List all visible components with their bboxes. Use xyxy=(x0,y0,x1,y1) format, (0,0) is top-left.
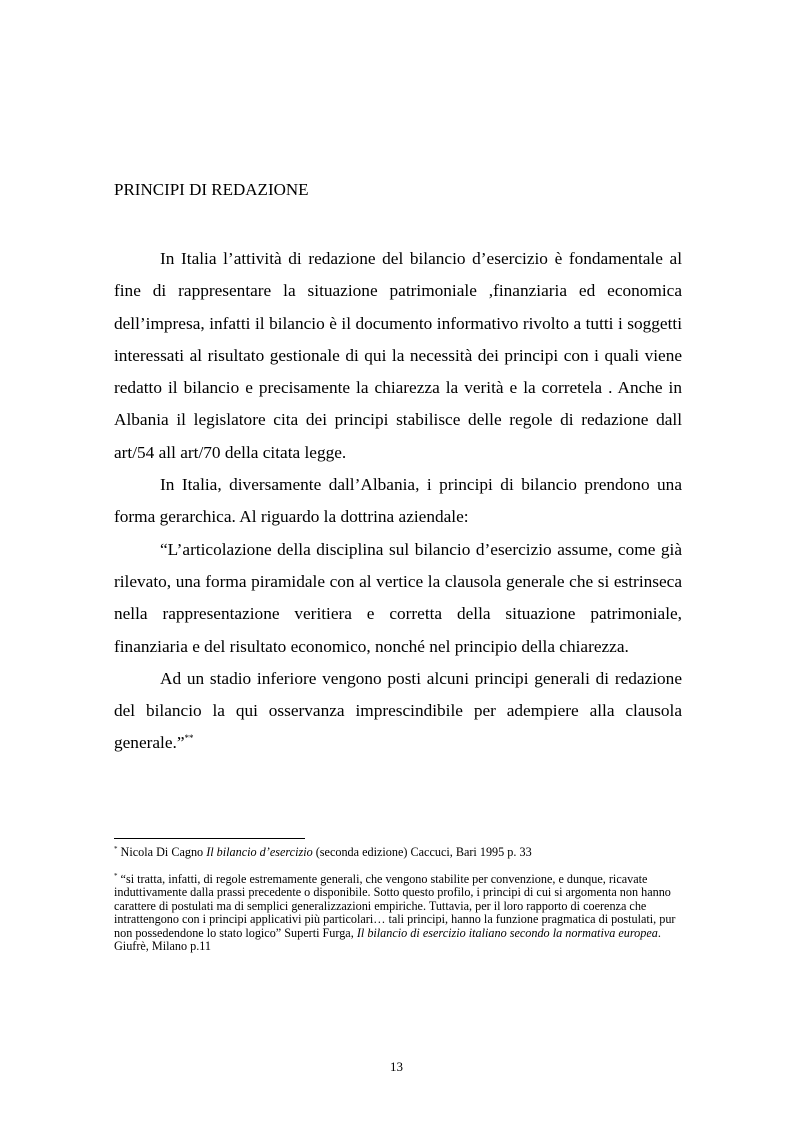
page-number: 13 xyxy=(390,1059,403,1074)
paragraph-4 xyxy=(114,663,682,760)
paragraph-1: In Italia l’attività di redazione del bilancio d’esercizio è fondamentale al fine di rappresentare la situazione patrimoniale ,finanziaria ed economica dell’impresa, infatti il bilancio è il documento informativo rivolto a tutti i soggetti interessati al risultato gestionale di qui la necessità dei principi con i quali viene redatto il bilancio e precisamente la chiarezza la verità e la corretela . Anche in Albania il legislatore cita dei principi stabilisce delle regole di redazione dall art/54 all art/70 della citata legge. xyxy=(114,249,682,462)
footnote-1-title: Il bilancio d’esercizio xyxy=(206,845,313,859)
footnote-2 xyxy=(114,873,682,954)
footnote-2-mark: * xyxy=(114,871,118,880)
footnote-reference: ** xyxy=(184,733,194,744)
body-text xyxy=(114,243,682,760)
footnote-1-text-before: Nicola Di Cagno xyxy=(120,845,207,859)
footnote-2-title: Il bilancio di esercizio italiano secondo la normativa europea xyxy=(356,925,658,940)
footnote-2-text-after: . Giufrè, Milano p.11 xyxy=(114,925,661,953)
paragraph-2: In Italia, diversamente dall’Albania, i principi di bilancio prendono una forma gerarchica. Al riguardo la dottrina aziendale: xyxy=(114,475,682,527)
section-heading: PRINCIPI DI REDAZIONE xyxy=(114,180,309,199)
footnote-1-text-after: (seconda edizione) Caccuci, Bari 1995 p. 33 xyxy=(312,845,532,859)
footnote-1 xyxy=(114,846,682,860)
paragraph-4-text: Ad un stadio inferiore vengono posti alcuni principi generali di redazione del bilancio la qui osservanza imprescindibile per adempiere alla clausola generale.” xyxy=(114,668,682,753)
footnote-separator xyxy=(114,838,305,839)
footnote-1-mark: * xyxy=(114,845,118,853)
footnotes xyxy=(114,846,682,967)
footnote-2-text-before: “si tratta, infatti, di regole estremamente generali, che vengono stabilite per convenzione, e dunque, ricavate induttivamente dalla prassi precedente o disponibile. Sotto questo profilo, i principi di cui si argomenta non hanno carattere di postulati ma di semplici generalizzazioni empiriche. Tuttavia, per il loro rapporto di coerenza che intrattengono con i principi applicativi più particolari… tali principi, hanno la funzione pragmatica di postulati, pur non possedendone lo stato logico” Superti Furga, xyxy=(114,871,676,940)
paragraph-3: “L’articolazione della disciplina sul bilancio d’esercizio assume, come già rilevato, una forma piramidale con al vertice la clausola generale che si estrinseca nella rappresentazione veritiera e corretta della situazione patrimoniale, finanziaria e del risultato economico, nonché nel principio della chiarezza. xyxy=(114,539,682,656)
